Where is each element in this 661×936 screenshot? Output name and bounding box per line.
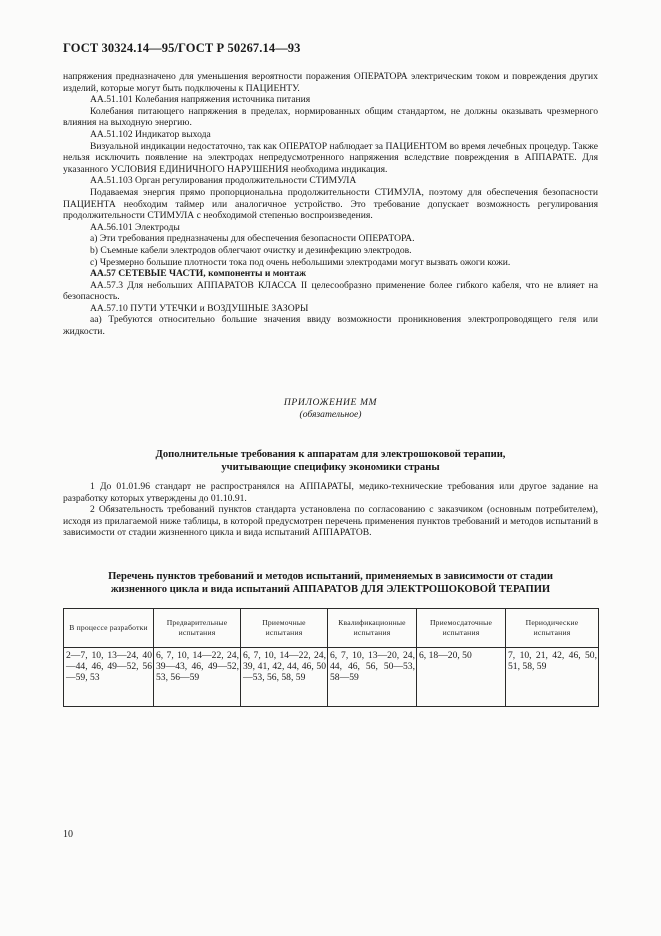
table-cell: 2—7, 10, 13—24, 40—44, 46, 49—52, 56—59, 53 [64, 648, 154, 707]
paragraph: AA.51.103 Орган регулирования продолжительности СТИМУЛА [90, 175, 357, 187]
column-header: Приемочные испытания [241, 609, 328, 648]
requirements-table [63, 608, 599, 707]
table-row [64, 648, 599, 707]
table-title [63, 571, 598, 596]
paragraph: c) Чрезмерно большие плотности тока под очень небольшими электродами могут вызвать ожоги кожи. [90, 256, 511, 268]
column-header: Квалификационные испытания [328, 609, 417, 648]
paragraph: AA.57.10 ПУТИ УТЕЧКИ и ВОЗДУШНЫЕ ЗАЗОРЫ [90, 302, 309, 314]
paragraph: Визуальной индикации недостаточно, так как ОПЕРАТОР наблюдает за ПАЦИЕНТОМ во время лечебных процедур. Также нельзя исключить появление на электродах непредусмотренного напряжения вследствие повреждения в АППАРАТЕ. Для указанного УСЛОВИЯ ЕДИНИЧНОГО НАРУШЕНИЯ необходима индикация. [63, 140, 598, 175]
heading-line-1: Дополнительные требования к аппаратам для электрошоковой терапии, [155, 449, 506, 460]
note-2: 2 Обязательность требований пунктов стандарта установлена по согласованию с заказчиком (основным потребителем), исходя из прилагаемой ниже таблицы, в которой предусмотрен перечень применения пунктов требований и методов испытаний в зависимости от стадии жизненного цикла и вида испытаний АППАРАТОВ. [63, 504, 598, 539]
column-header: Периодические испытания [506, 609, 599, 648]
table-cell: 6, 7, 10, 14—22, 24, 39, 41, 42, 44, 46, 50—53, 56, 58, 59 [241, 648, 328, 707]
paragraph: напряжения предназначено для уменьшения вероятности поражения ОПЕРАТОРА электрическим током и повреждения других изделий, которые могут быть подключены к ПАЦИЕНТУ. [63, 71, 598, 94]
table-cell: 6, 7, 10, 14—22, 24, 39—43, 46, 49—52, 53, 56—59 [154, 648, 241, 707]
column-header: Предварительные испытания [154, 609, 241, 648]
paragraph: Подаваемая энергия прямо пропорциональна продолжительности СТИМУЛА, поэтому для обеспечения безопасности ПАЦИЕНТА необходим таймер или аналогичное устройство. Это требование допускает возможность регулирования продолжительности СТИМУЛА с необходимой степенью воспроизведения. [63, 186, 598, 222]
appendix-subtitle: (обязательное) [299, 408, 362, 420]
paragraph: AA.57.3 Для небольших АППАРАТОВ КЛАССА II целесообразно применение более гибкого кабеля, что не влияет на безопасность. [63, 279, 598, 303]
appendix-title: ПРИЛОЖЕНИЕ ММ [283, 397, 378, 408]
body-text [63, 71, 598, 338]
heading-line-2: учитывающие специфику экономики страны [221, 461, 440, 473]
page-header: ГОСТ 30324.14—95/ГОСТ Р 50267.14—93 [63, 41, 301, 55]
paragraph: Колебания питающего напряжения в пределах, нормированных общим стандартом, не должны оказывать чрезмерного влияния на выходную энергию. [63, 105, 598, 129]
paragraph: AA.51.102 Индикатор выхода [90, 128, 211, 140]
section-heading: AA.57 СЕТЕВЫЕ ЧАСТИ, компоненты и монтаж [90, 268, 307, 280]
column-header: Приемосдаточные испытания [417, 609, 506, 648]
paragraph: b) Съемные кабели электродов облегчают очистку и дезинфекцию электродов. [90, 244, 412, 256]
table-cell: 6, 7, 10, 13—20, 24, 44, 46, 56, 50—53, 58—59 [328, 648, 417, 707]
table-title-line-2: жизненного цикла и вида испытаний АППАРАТОВ ДЛЯ ЭЛЕКТРОШОКОВОЙ ТЕРАПИИ [110, 583, 551, 595]
column-header: В процессе разработки [64, 609, 154, 648]
appendix-heading [63, 449, 598, 474]
appendix-label [63, 397, 598, 420]
table-title-line-1: Перечень пунктов требований и методов испытаний, применяемых в зависимости от стадии [108, 571, 553, 582]
paragraph: AA.56.101 Электроды [90, 221, 180, 233]
table-header-row [64, 609, 599, 648]
paragraph: a) Эти требования предназначены для обеспечения безопасности ОПЕРАТОРА. [90, 233, 415, 245]
note-1: 1 До 01.01.96 стандарт не распространялся на АППАРАТЫ, медико-технические требования или другое задание на разработку которых утверждены до 01.10.91. [63, 481, 598, 504]
page-number: 10 [63, 829, 73, 840]
paragraph: AA.51.101 Колебания напряжения источника питания [90, 94, 311, 106]
paragraph: aa) Требуются относительно большие значения ввиду возможности проникновения электропроводящего геля или жидкости. [63, 314, 598, 338]
notes [63, 481, 598, 539]
table-cell: 7, 10, 21, 42, 46, 50, 51, 58, 59 [506, 648, 599, 707]
table-cell: 6, 18—20, 50 [417, 648, 506, 707]
